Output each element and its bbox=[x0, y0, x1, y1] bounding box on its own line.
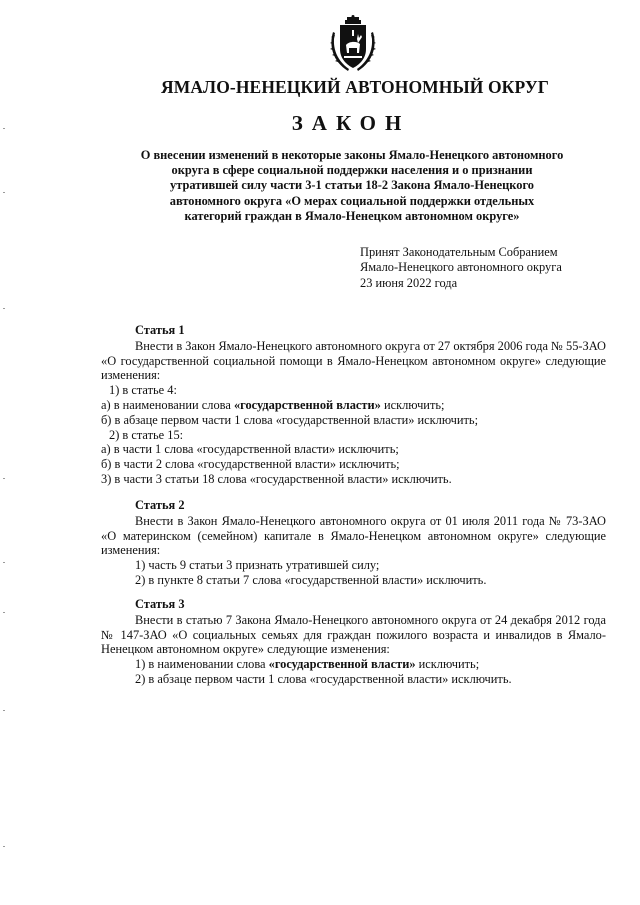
subject-line: округа в сфере социальной поддержки населения и о признании bbox=[171, 163, 533, 178]
region-title: ЯМАЛО-НЕНЕЦКИЙ АВТОНОМНЫЙ ОКРУГ bbox=[160, 77, 550, 97]
scan-mark bbox=[3, 562, 5, 563]
scan-mark bbox=[3, 710, 5, 711]
scan-mark bbox=[3, 846, 5, 847]
list-item: а) в части 1 слова «государственной власти» исключить; bbox=[101, 442, 399, 457]
amendment-list bbox=[101, 558, 606, 588]
subject-line: утратившей силу части 3-1 статьи 18-2 Закона Ямало-Ненецкого bbox=[170, 178, 534, 193]
scan-mark bbox=[3, 192, 5, 193]
law-subject bbox=[92, 148, 612, 224]
list-item: 1) часть 9 статьи 3 признать утратившей силу; bbox=[135, 558, 380, 573]
article-intro: Внести в Закон Ямало-Ненецкого автономного округа от 27 октября 2006 года № 55-ЗАО «О государственной социальной помощи в Ямало-Ненецком автономном округе» следующие изменения: bbox=[101, 338, 606, 383]
law-title: ЗАКОН bbox=[291, 111, 411, 135]
scan-mark bbox=[3, 128, 5, 129]
amendment-list bbox=[101, 383, 606, 487]
list-item: 3) в части 3 статьи 18 слова «государственной власти» исключить. bbox=[101, 471, 452, 486]
amendment-list bbox=[101, 657, 606, 687]
adoption-note bbox=[360, 245, 562, 291]
adoption-line: Ямало-Ненецкого автономного округа bbox=[360, 260, 562, 275]
article-1 bbox=[101, 323, 606, 487]
article-intro: Внести в Закон Ямало-Ненецкого автономного округа от 01 июля 2011 года № 73-ЗАО «О материнском (семейном) капитале в Ямало-Ненецком автономном округе» следующие изменения: bbox=[101, 513, 606, 558]
scan-mark bbox=[3, 478, 5, 479]
subject-line: автономного округа «О мерах социальной поддержки отдельных bbox=[169, 193, 535, 208]
list-item: 1) в статье 4: bbox=[109, 383, 177, 398]
list-item: б) в части 2 слова «государственной власти» исключить; bbox=[101, 457, 400, 472]
list-item: а) в наименовании слова «государственной власти» исключить; bbox=[101, 397, 445, 412]
bold-phrase: «государственной власти» bbox=[268, 657, 416, 672]
scan-mark bbox=[3, 308, 5, 309]
scan-mark bbox=[3, 612, 5, 613]
subject-line: О внесении изменений в некоторые законы Ямало-Ненецкого автономного bbox=[140, 148, 564, 162]
article-heading: Статья 1 bbox=[135, 323, 185, 337]
subject-line: категорий граждан в Ямало-Ненецком автономном округе» bbox=[184, 208, 520, 223]
adoption-line: Принят Законодательным Собранием bbox=[360, 245, 558, 259]
article-heading: Статья 3 bbox=[135, 597, 185, 611]
list-item: 2) в пункте 8 статьи 7 слова «государственной власти» исключить. bbox=[135, 572, 487, 587]
article-intro: Внести в статью 7 Закона Ямало-Ненецкого автономного округа от 24 декабря 2012 года № 147-ЗАО «О социальных семьях для граждан пожилого возраста и инвалидов в Ямало-Ненецком автономном округе» следующие изменения: bbox=[101, 612, 606, 657]
article-heading: Статья 2 bbox=[135, 498, 185, 512]
list-item: 2) в статье 15: bbox=[109, 427, 184, 442]
list-item: 2) в абзаце первом части 1 слова «государственной власти» исключить. bbox=[135, 671, 512, 686]
article-3 bbox=[101, 597, 606, 687]
bold-phrase: «государственной власти» bbox=[233, 397, 381, 412]
list-item: б) в абзаце первом части 1 слова «государственной власти» исключить; bbox=[101, 412, 479, 427]
article-2 bbox=[101, 498, 606, 588]
coat-of-arms-emblem bbox=[329, 15, 377, 75]
adoption-date: 23 июня 2022 года bbox=[360, 275, 458, 290]
list-item: 1) в наименовании слова «государственной власти» исключить; bbox=[135, 657, 480, 672]
